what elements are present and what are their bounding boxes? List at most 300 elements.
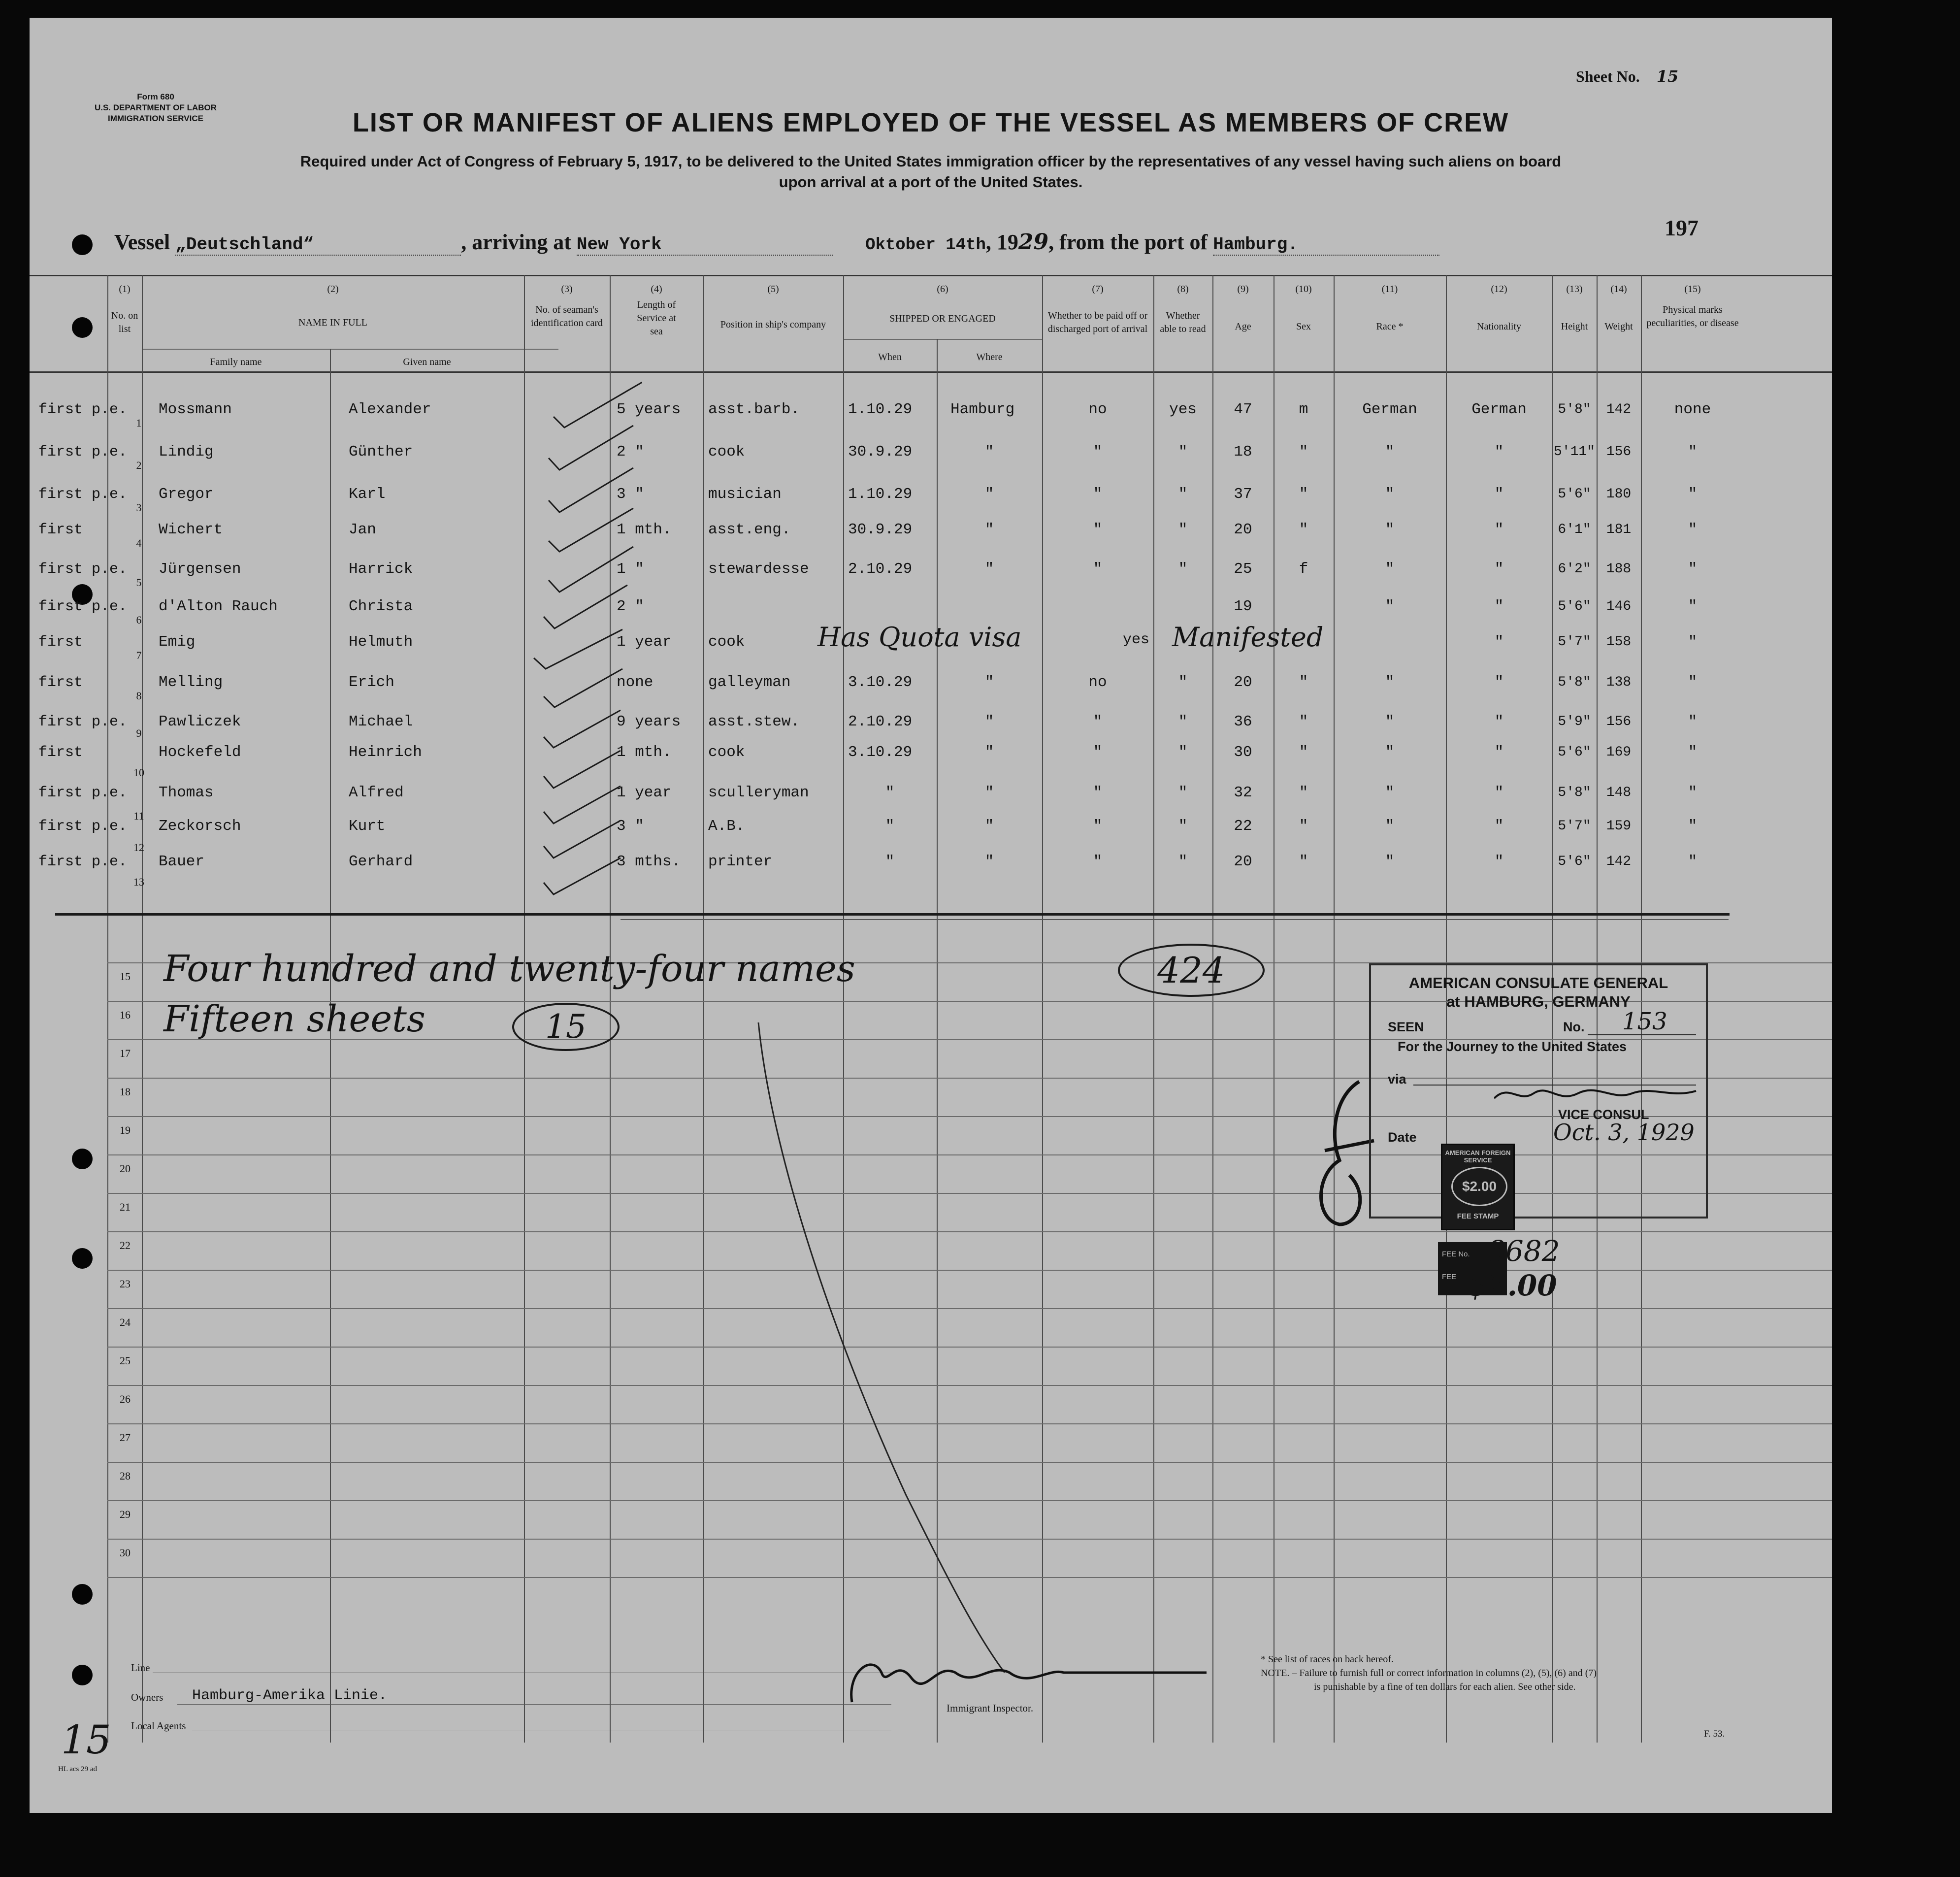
class-cell: first p.e. [38, 785, 128, 801]
weight-cell: 156 [1606, 714, 1632, 729]
arrival-port: New York [577, 234, 833, 256]
family-name-cell: Wichert [159, 521, 223, 538]
when-cell: 3.10.29 [848, 744, 913, 761]
position-cell: asst.stew. [708, 713, 800, 730]
line-number: 21 [120, 1201, 131, 1213]
where-cell: " [984, 560, 994, 578]
service-cell: 3 " [617, 818, 644, 835]
marks-cell: " [1688, 633, 1698, 651]
marks-cell: " [1688, 818, 1698, 835]
races-note: * See list of races on back hereof. [1261, 1654, 1394, 1665]
col-14-header: Weight [1604, 321, 1633, 332]
height-cell: 6'2" [1558, 561, 1591, 577]
handwritten-sheet-count: 15 [61, 1717, 111, 1763]
family-name-cell: Melling [159, 674, 223, 691]
nationality-cell: " [1494, 443, 1504, 461]
weight-cell: 142 [1606, 402, 1632, 417]
family-name-cell: Jürgensen [159, 560, 241, 578]
col-6-number: (6) [937, 284, 948, 295]
punch-hole [72, 234, 93, 255]
page-title: LIST OR MANIFEST OF ALIENS EMPLOYED OF THE VESSEL AS MEMBERS OF CREW [352, 108, 1509, 137]
marks-cell: " [1688, 598, 1698, 615]
arrival-date: Oktober 14th [865, 236, 986, 255]
service-cell: 3 mths. [617, 853, 681, 870]
marks-cell: " [1688, 486, 1698, 503]
where-cell: " [984, 486, 994, 503]
line-label: Line [131, 1662, 150, 1674]
col-2-number: (2) [327, 284, 339, 295]
row-number: 2 [136, 459, 142, 471]
service-cell: 1 year [617, 784, 672, 801]
revenue-fee-stamp [1441, 1144, 1515, 1230]
subtitle-line-2: upon arrival at a port of the United States. [779, 173, 1083, 191]
given-name-cell: Heinrich [349, 744, 422, 761]
name-subheader-line [142, 349, 558, 350]
sex-cell: " [1299, 443, 1308, 461]
col-1-number: (1) [119, 284, 131, 295]
race-cell: " [1385, 560, 1395, 578]
line-number: 18 [120, 1086, 131, 1098]
page-number: 197 [1665, 215, 1699, 240]
position-cell: A.B. [708, 818, 745, 835]
line-number: 27 [120, 1431, 131, 1444]
age-cell: 20 [1234, 521, 1252, 538]
col-14-number: (14) [1610, 284, 1627, 295]
service-cell: 3 " [617, 486, 644, 503]
given-name-cell: Karl [349, 486, 386, 503]
given-name-cell: Christa [349, 598, 413, 615]
family-name-cell: Mossmann [159, 401, 232, 418]
arriving-label: , arriving at [461, 230, 571, 254]
where-cell: " [984, 674, 994, 691]
where-cell: " [984, 521, 994, 538]
col-2a-header: Family name [210, 357, 262, 367]
paid-cell: no [1088, 674, 1107, 691]
race-cell: " [1385, 443, 1395, 461]
height-cell: 5'6" [1558, 854, 1591, 869]
sex-cell: " [1299, 521, 1308, 538]
col-2-header: NAME IN FULL [298, 317, 367, 328]
paid-cell: " [1093, 744, 1103, 761]
race-cell: " [1385, 818, 1395, 835]
paid-cell: " [1093, 486, 1103, 503]
row-number: 8 [136, 690, 142, 702]
weight-cell: 159 [1606, 819, 1632, 834]
marks-cell: " [1688, 744, 1698, 761]
nationality-cell: " [1494, 713, 1504, 730]
col-12-number: (12) [1491, 284, 1507, 295]
age-cell: 36 [1234, 713, 1252, 730]
marks-cell: " [1688, 560, 1698, 578]
family-name-cell: Zeckorsch [159, 818, 241, 835]
owners-label: Owners [131, 1691, 163, 1703]
read-cell: " [1178, 486, 1188, 503]
manifest-sheet [30, 18, 1832, 1813]
fee-amount: $2.00 [1468, 1269, 1557, 1302]
position-cell: cook [708, 443, 745, 461]
vessel-name: „Deutschland“ [175, 234, 461, 256]
paid-cell: " [1093, 521, 1103, 538]
class-cell: first p.e. [38, 401, 128, 418]
pen-stroke [729, 1022, 1044, 1682]
end-of-entries-line [621, 919, 1729, 920]
service-cell: 9 years [617, 713, 681, 730]
inspector-label: Immigrant Inspector. [947, 1702, 1034, 1714]
owners-field [177, 1704, 891, 1705]
line-number: 17 [120, 1047, 131, 1059]
height-cell: 6'1" [1558, 522, 1591, 537]
col-11-header: Race * [1376, 321, 1404, 332]
line-number: 23 [120, 1278, 131, 1290]
height-cell: 5'6" [1558, 745, 1591, 760]
marks-cell: " [1688, 443, 1698, 461]
height-cell: 5'6" [1558, 487, 1591, 502]
family-name-cell: Pawliczek [159, 713, 241, 730]
given-name-cell: Alexander [349, 401, 431, 418]
height-cell: 5'9" [1558, 714, 1591, 729]
paid-cell: " [1093, 853, 1103, 870]
nationality-cell: German [1471, 401, 1527, 418]
service-cell: 2 " [617, 443, 644, 461]
class-cell: first [38, 522, 83, 538]
annotation-yes: yes [1123, 631, 1150, 648]
read-cell: " [1178, 744, 1188, 761]
nationality-cell: " [1494, 853, 1504, 870]
nationality-cell: " [1494, 744, 1504, 761]
race-cell: " [1385, 744, 1395, 761]
line-number: 19 [120, 1124, 131, 1136]
col-10-number: (10) [1295, 284, 1312, 295]
height-cell: 5'11" [1553, 444, 1595, 460]
given-name-cell: Harrick [349, 560, 413, 578]
position-cell: galleyman [708, 674, 791, 691]
date-label: Date [1388, 1130, 1417, 1145]
class-cell: first [38, 674, 83, 691]
consulate-stamp [1369, 963, 1708, 1218]
class-cell: first p.e. [38, 561, 128, 578]
revenue-stamp-top: AMERICAN FOREIGN SERVICE [1445, 1149, 1511, 1164]
punch-hole [72, 1584, 93, 1605]
weight-cell: 188 [1606, 561, 1632, 577]
where-cell: " [984, 744, 994, 761]
class-cell: first p.e. [38, 486, 128, 503]
line-number: 29 [120, 1508, 131, 1520]
age-cell: 47 [1234, 401, 1252, 418]
fee-no-label: FEE No. [1442, 1250, 1470, 1258]
class-cell: first [38, 634, 83, 651]
line-number: 20 [120, 1162, 131, 1175]
col-7-header: Whether to be paid off or discharged port of arrival [1047, 310, 1148, 334]
service-cell: 5 years [617, 401, 681, 418]
family-name-cell: Bauer [159, 853, 205, 870]
position-cell: musician [708, 486, 782, 503]
col-9-header: Age [1235, 321, 1251, 332]
year-prefix: , 19 [985, 230, 1018, 254]
position-cell: asst.barb. [708, 401, 800, 418]
sex-cell: " [1299, 784, 1308, 801]
when-cell: 1.10.29 [848, 401, 913, 418]
row-number: 13 [133, 876, 144, 888]
race-cell: " [1385, 713, 1395, 730]
col-4-number: (4) [651, 284, 662, 295]
row-number: 12 [133, 841, 144, 854]
position-cell: stewardesse [708, 560, 809, 578]
age-cell: 20 [1234, 674, 1252, 691]
marks-cell: " [1688, 713, 1698, 730]
race-cell: " [1385, 674, 1395, 691]
line-number: 24 [120, 1316, 131, 1328]
height-cell: 5'6" [1558, 599, 1591, 614]
line-number: 15 [120, 970, 131, 983]
row-number: 10 [133, 766, 144, 779]
checkmarks-column [524, 373, 642, 925]
nationality-cell: " [1494, 521, 1504, 538]
when-cell: 3.10.29 [848, 674, 913, 691]
handwritten-initial [1305, 1077, 1379, 1234]
nationality-cell: " [1494, 818, 1504, 835]
height-cell: 5'7" [1558, 634, 1591, 650]
age-cell: 25 [1234, 560, 1252, 578]
col-11-number: (11) [1381, 284, 1398, 295]
vessel-line [114, 230, 1439, 256]
col-3-header: No. of seaman's identification card [530, 304, 603, 329]
given-name-cell: Helmuth [349, 633, 413, 651]
col-2b-header: Given name [403, 357, 451, 367]
col-5-header: Position in ship's company [720, 319, 826, 330]
punch-hole [72, 317, 93, 338]
table-header-border [30, 371, 1832, 373]
stamp-number: 153 [1622, 1008, 1667, 1035]
age-cell: 20 [1234, 853, 1252, 870]
when-cell: 30.9.29 [848, 443, 913, 461]
nationality-cell: " [1494, 674, 1504, 691]
paid-cell: " [1093, 784, 1103, 801]
race-cell: German [1362, 401, 1417, 418]
service-name: IMMIGRATION SERVICE [108, 114, 203, 123]
age-cell: 30 [1234, 744, 1252, 761]
when-cell: " [885, 784, 895, 801]
weight-cell: 156 [1606, 444, 1632, 460]
arrival-year: 29 [1018, 230, 1049, 255]
where-cell: " [984, 443, 994, 461]
class-cell: first [38, 744, 83, 761]
family-name-cell: Emig [159, 633, 196, 651]
read-cell: " [1178, 853, 1188, 870]
line-number: 16 [120, 1009, 131, 1021]
fine-note-2: is punishable by a fine of ten dollars for each alien. See other side. [1314, 1681, 1576, 1692]
col-15-number: (15) [1684, 284, 1701, 295]
paid-cell: " [1093, 713, 1103, 730]
fine-note-1: NOTE. – Failure to furnish full or correct information in columns (2), (5), (6) and (7) [1261, 1668, 1597, 1679]
row-number: 7 [136, 649, 142, 661]
punch-hole [72, 1149, 93, 1169]
where-cell: " [984, 818, 994, 835]
height-cell: 5'8" [1558, 785, 1591, 800]
nationality-cell: " [1494, 784, 1504, 801]
marks-cell: none [1674, 401, 1711, 418]
where-cell: Hamburg [950, 401, 1015, 418]
read-cell: " [1178, 521, 1188, 538]
given-name-cell: Alfred [349, 784, 404, 801]
form-code: F. 53. [1704, 1729, 1725, 1739]
paid-cell: " [1093, 818, 1103, 835]
family-name-cell: Hockefeld [159, 744, 241, 761]
line-number: 25 [120, 1354, 131, 1367]
when-cell: 2.10.29 [848, 713, 913, 730]
class-cell: first p.e. [38, 854, 128, 870]
col-13-header: Height [1561, 321, 1588, 332]
sex-cell: f [1299, 560, 1308, 578]
line-number: 30 [120, 1547, 131, 1559]
inspector-signature [842, 1643, 1216, 1712]
when-cell: 1.10.29 [848, 486, 913, 503]
race-cell: " [1385, 598, 1395, 615]
marks-cell: " [1688, 853, 1698, 870]
consulate-name: AMERICAN CONSULATE GENERAL [1408, 974, 1668, 991]
service-cell: 1 year [617, 633, 672, 651]
where-cell: " [984, 784, 994, 801]
when-cell: 30.9.29 [848, 521, 913, 538]
end-of-entries-line [55, 913, 1730, 916]
punch-hole [72, 1248, 93, 1269]
local-agents-label: Local Agents [131, 1720, 186, 1732]
where-cell: " [984, 853, 994, 870]
vessel-label: Vessel [114, 230, 170, 254]
row-number: 6 [136, 614, 142, 626]
sex-cell: " [1299, 853, 1308, 870]
race-cell: " [1385, 521, 1395, 538]
col-4-header: Length of Service at sea [637, 299, 676, 337]
race-cell: " [1385, 853, 1395, 870]
owners-value: Hamburg-Amerika Linie. [192, 1687, 388, 1704]
age-cell: 19 [1234, 598, 1252, 615]
marks-cell: " [1688, 521, 1698, 538]
race-cell: " [1385, 784, 1395, 801]
sex-cell: " [1299, 744, 1308, 761]
handwritten-note: HL acs 29 ad [58, 1765, 97, 1773]
line-number: 28 [120, 1470, 131, 1482]
service-cell: none [617, 674, 653, 691]
given-name-cell: Günther [349, 443, 413, 461]
age-cell: 22 [1234, 818, 1252, 835]
nationality-cell: " [1494, 598, 1504, 615]
quota-visa-annotation: Has Quota visa [817, 622, 1022, 653]
sex-cell: " [1299, 713, 1308, 730]
subtitle-line-1: Required under Act of Congress of February 5, 1917, to be delivered to the United States immigration officer by the representatives of any vessel having such aliens on board [300, 153, 1562, 170]
class-cell: first p.e. [38, 444, 128, 461]
weight-cell: 169 [1606, 745, 1632, 760]
col-10-header: Sex [1296, 321, 1311, 332]
given-name-cell: Jan [349, 521, 376, 538]
read-cell: " [1178, 713, 1188, 730]
via-label: via [1388, 1072, 1406, 1087]
service-cell: 2 " [617, 598, 644, 615]
paid-cell: " [1093, 443, 1103, 461]
journey-text: For the Journey to the United States [1398, 1039, 1627, 1054]
stamp-no-label: No. [1563, 1020, 1585, 1034]
read-cell: " [1178, 443, 1188, 461]
col-8-number: (8) [1177, 284, 1189, 295]
from-label: , from the port of [1048, 230, 1208, 254]
paid-cell: " [1093, 560, 1103, 578]
read-cell: " [1178, 560, 1188, 578]
weight-cell: 158 [1606, 634, 1632, 650]
given-name-cell: Gerhard [349, 853, 413, 870]
height-cell: 5'7" [1558, 819, 1591, 834]
weight-cell: 142 [1606, 854, 1632, 869]
when-cell: " [885, 853, 895, 870]
stamp-date: Oct. 3, 1929 [1553, 1119, 1695, 1146]
row-number: 3 [136, 501, 142, 514]
col-1-header: No. on list [111, 310, 138, 334]
col-13-number: (13) [1566, 284, 1583, 295]
handwritten-total-sheets: Fifteen sheets [163, 998, 425, 1040]
row-number: 9 [136, 727, 142, 739]
department-name: U.S. DEPARTMENT OF LABOR [94, 103, 217, 112]
line-number: 22 [120, 1239, 131, 1251]
service-cell: 1 mth. [617, 744, 672, 761]
nationality-cell: " [1494, 486, 1504, 503]
sheet-value: 15 [1656, 67, 1679, 86]
position-cell: asst.eng. [708, 521, 791, 538]
given-name-cell: Kurt [349, 818, 386, 835]
family-name-cell: Thomas [159, 784, 214, 801]
weight-cell: 180 [1606, 487, 1632, 502]
col-5-number: (5) [767, 284, 779, 295]
sheet-number [1576, 67, 1678, 86]
class-cell: first p.e. [38, 818, 128, 835]
nationality-cell: " [1494, 633, 1504, 651]
position-cell: printer [708, 853, 773, 870]
sex-cell: " [1299, 486, 1308, 503]
fee-number: 8682 [1487, 1234, 1560, 1268]
vice-consul-label: VICE CONSUL [1558, 1107, 1649, 1122]
age-cell: 18 [1234, 443, 1252, 461]
race-cell: " [1385, 486, 1395, 503]
nationality-cell: " [1494, 560, 1504, 578]
family-name-cell: Lindig [159, 443, 214, 461]
paid-cell: no [1088, 401, 1107, 418]
marks-cell: " [1688, 674, 1698, 691]
fee-label: FEE [1442, 1273, 1457, 1281]
read-cell: yes [1169, 401, 1197, 418]
col-8-header: Whether able to read [1160, 310, 1206, 334]
read-cell: " [1178, 674, 1188, 691]
age-cell: 37 [1234, 486, 1252, 503]
consulate-city: at HAMBURG, GERMANY [1446, 993, 1631, 1010]
row-number: 1 [136, 417, 142, 429]
handwritten-total-names-number: 424 [1118, 944, 1265, 997]
class-cell: first p.e. [38, 598, 128, 615]
col-3-number: (3) [561, 284, 573, 295]
when-cell: " [885, 818, 895, 835]
class-cell: first p.e. [38, 714, 128, 730]
punch-hole [72, 1665, 93, 1685]
handwritten-total-sheets-number: 15 [512, 1003, 620, 1051]
departure-port: Hamburg. [1213, 234, 1439, 256]
col-6b-header: Where [976, 352, 1003, 362]
line-number: 26 [120, 1393, 131, 1405]
shipped-subheader-line [843, 339, 1042, 340]
seen-label: SEEN [1388, 1020, 1424, 1034]
manifested-annotation: Manifested [1172, 622, 1324, 653]
weight-cell: 181 [1606, 522, 1632, 537]
sheet-label: Sheet No. [1576, 67, 1640, 85]
col-7-number: (7) [1092, 284, 1104, 295]
height-cell: 5'8" [1558, 402, 1591, 417]
position-cell: sculleryman [708, 784, 809, 801]
when-cell: 2.10.29 [848, 560, 913, 578]
